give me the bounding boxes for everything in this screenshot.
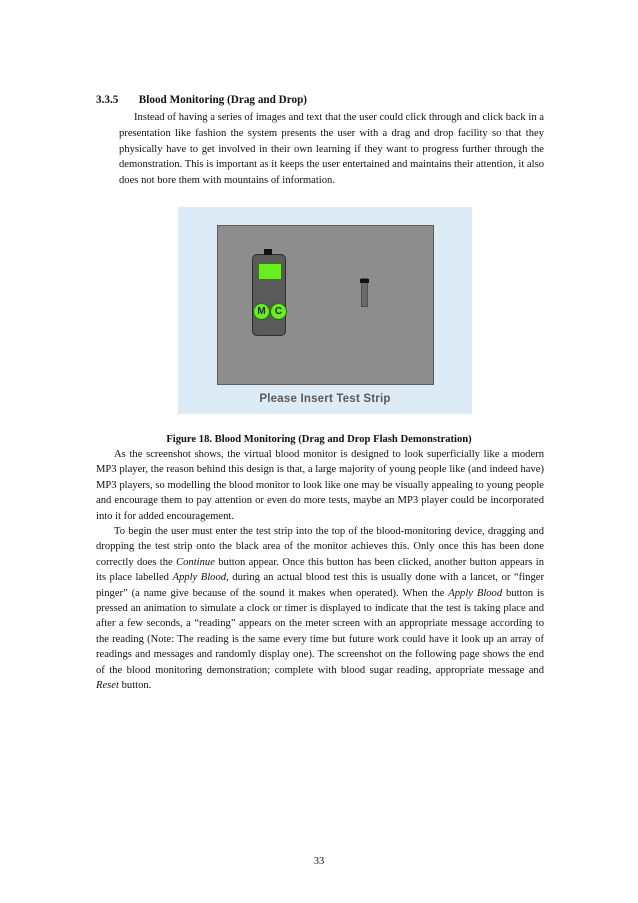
- c-button: C: [270, 303, 287, 320]
- body-text: [96, 447, 544, 694]
- flash-stage: [217, 225, 434, 385]
- blood-monitor-device: [252, 254, 286, 336]
- intro-paragraph: Instead of having a series of images and text that the user could click through and click back in a presentation like fashion the system presents the user with a drag and drop facility so that they physically have to get involved in their own learning if they want to progress further through the demonstration. This is important as it keeps the user entertained and maintains their attention, it also does not bore them with mountains of information.: [119, 112, 544, 187]
- continue-term: Continue: [176, 556, 215, 568]
- meter-screen: [258, 263, 282, 280]
- section-title: Blood Monitoring (Drag and Drop): [138, 94, 308, 106]
- apply-blood-term: Apply Blood: [172, 572, 227, 584]
- apply-blood-term-2: Apply Blood: [448, 587, 503, 599]
- paragraph-2-text-3: , during an actual blood test this is usually done with a lancet, or “finger pinger” (a name give because of the sound it makes when operated). When the: [96, 572, 544, 599]
- m-button: M: [253, 303, 270, 320]
- paragraph-2: [96, 524, 544, 693]
- paragraph-2-text-1: To begin the user must enter the test strip into the top of the blood-monitoring device, dragging and dropping the test strip onto the black area of the monitor achieves this. Only once this has been done correctly does the: [96, 526, 544, 568]
- test-strip-tip: [360, 279, 369, 283]
- paragraph-2-text-2: button appear. Once this button has been clicked, another button appears in its place labelled: [96, 556, 544, 584]
- section-heading: [96, 94, 307, 106]
- paragraph-1: As the screenshot shows, the virtual blood monitor is designed to look superficially like a modern MP3 player, the reason behind this design is that, a large majority of young people like (and indeed have) MP3 players, so modelling the blood monitor to look like one may be visually appealing to young people and encourage them to pay attention or even do more tests, maybe an MP3 player could be incorporated into it for added encouragement.: [96, 449, 544, 522]
- section-number: 3.3.5: [96, 94, 119, 106]
- paragraph-2-text-4: button is pressed an animation to simulate a clock or timer is displayed to indicate that the test is taking place and after a few seconds, a “reading” appears on the meter screen with an appropriate message according to the reading (Note: The reading is the same every time but future work could have it look up an array of readings and messages and randomly display one). The screenshot on the following page shows the end of the blood monitoring demonstration; complete with blood sugar reading, appropriate message and: [96, 587, 544, 676]
- figure-caption: Figure 18. Blood Monitoring (Drag and Drop Flash Demonstration): [166, 434, 472, 445]
- insert-strip-message: Please Insert Test Strip: [259, 393, 391, 405]
- page-number: 33: [313, 856, 325, 867]
- paragraph-2-text-5: button.: [118, 680, 152, 692]
- test-strip: [361, 278, 368, 307]
- reset-term: Reset: [96, 680, 119, 692]
- test-strip-slot: [264, 249, 272, 255]
- figure-screenshot: [178, 207, 472, 414]
